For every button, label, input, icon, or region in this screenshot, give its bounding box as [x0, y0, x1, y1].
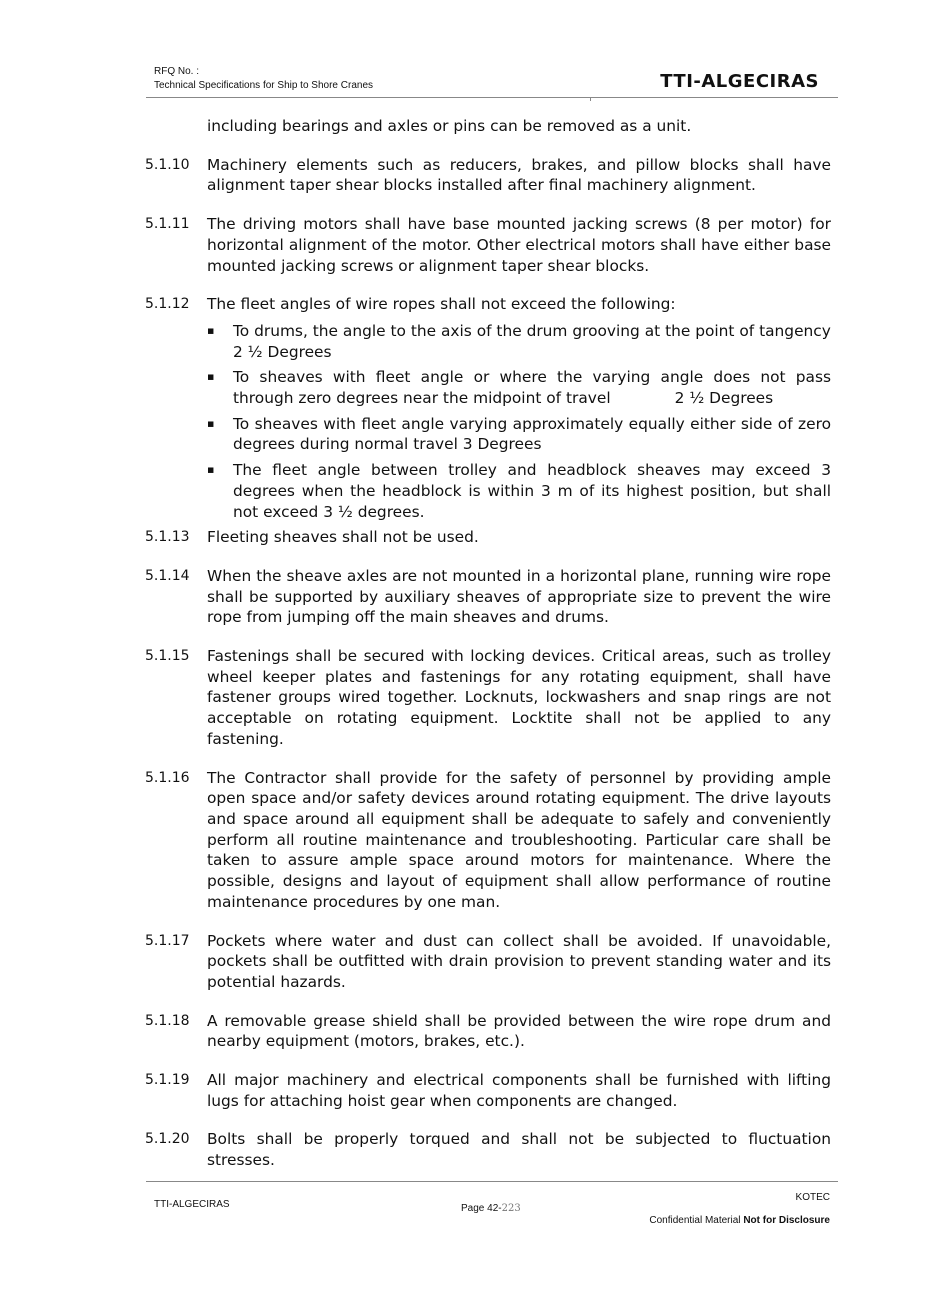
list-item: [207, 414, 831, 455]
bullet-icon: ▪: [207, 463, 215, 477]
clause-text: Pockets where water and dust can collect shall be avoided. If unavoidable, pockets shall be outfitted with drain provision to prevent standing water and its potential hazards.: [207, 931, 831, 991]
clause-text: Fastenings shall be secured with locking devices. Critical areas, such as trolley wheel keeper plates and fastenings for any rotating equipment, shall have fastener groups wired together. Locknuts, lockwashers and snap rings are not acceptable on rotating equipment. Locktite shall not be applied to any fastening.: [207, 647, 831, 748]
clause-text: The Contractor shall provide for the safety of personnel by providing ample open space and/or safety devices around rotating equipment. The drive layouts and space around all equipment shall be adequate to safely and conveniently perform all routine maintenance and troubleshooting. Particular care shall be taken to assure ample space around motors for maintenance. Where the possible, designs and layout of equipment shall allow performance of routine maintenance procedures by one man.: [207, 768, 831, 911]
project-title: TTI-ALGECIRAS: [660, 71, 819, 92]
bullet-icon: ▪: [207, 416, 215, 430]
clause-text: Bolts shall be properly torqued and shall not be subjected to fluctuation stresses.: [207, 1130, 831, 1170]
bullet-text: The fleet angle between trolley and headblock sheaves may exceed 3 degrees when the headblock is within 3 m of its highest position, but shall not exceed 3 ½ degrees.: [233, 461, 831, 521]
clause-text: The driving motors shall have base mounted jacking screws (8 per motor) for horizontal alignment of the motor. Other electrical motors shall have either base mounted jacking screws or alignment taper shear blocks.: [207, 215, 831, 275]
clause: [145, 527, 831, 548]
clause-number: 5.1.19: [145, 1072, 190, 1089]
clause-text: When the sheave axles are not mounted in a horizontal plane, running wire rope shall be supported by auxiliary sheaves of appropriate size to prevent the wire rope from jumping off the main sheaves and drums.: [207, 566, 831, 627]
footer-project: TTI-ALGECIRAS: [154, 1199, 230, 1210]
page-header: [154, 66, 831, 100]
header-divider: [146, 97, 838, 98]
confidentiality-notice: [649, 1215, 830, 1226]
clause: [145, 1070, 831, 1111]
page-number: [461, 1203, 521, 1214]
clause-text: Fleeting sheaves shall not be used.: [207, 528, 479, 547]
clause-number: 5.1.10: [145, 156, 190, 173]
bullet-icon: ▪: [207, 370, 215, 384]
clause-text: Machinery elements such as reducers, brakes, and pillow blocks shall have alignment taper shear blocks installed after final machinery alignment.: [207, 155, 831, 195]
clause: [145, 1011, 831, 1052]
rfq-label: RFQ No. :: [154, 66, 200, 77]
confidential-label: Confidential Material: [649, 1215, 741, 1226]
clause: [145, 155, 831, 196]
bullet-value: 2 ½ Degrees: [233, 342, 332, 361]
bullet-value: 2 ½ Degrees: [674, 389, 774, 408]
clause-number: 5.1.12: [145, 296, 190, 313]
clause: [145, 1129, 831, 1170]
clause-number: 5.1.17: [145, 932, 190, 949]
disclosure-label: Not for Disclosure: [743, 1215, 830, 1226]
document-subtitle: Technical Specifications for Ship to Shore Cranes: [154, 80, 374, 91]
clause-text: The fleet angles of wire ropes shall not exceed the following:: [207, 295, 676, 314]
clause: [145, 768, 831, 913]
page-total: 223: [501, 1203, 521, 1214]
page-prefix: Page 42-: [461, 1203, 502, 1214]
clause-number: 5.1.14: [145, 567, 190, 584]
list-item: [207, 321, 831, 362]
clause: [145, 646, 831, 750]
clause-number: 5.1.20: [145, 1131, 190, 1148]
bullet-value: 3 Degrees: [462, 435, 542, 454]
footer-company: KOTEC: [795, 1192, 830, 1203]
clause-number: 5.1.15: [145, 648, 190, 665]
clause-text: A removable grease shield shall be provided between the wire rope drum and nearby equipment (motors, brakes, etc.).: [207, 1011, 831, 1051]
list-item: [207, 460, 831, 522]
clause: [145, 566, 831, 628]
clause: [145, 931, 831, 993]
clause-number: 5.1.16: [145, 769, 190, 786]
bullet-text: To drums, the angle to the axis of the drum grooving at the point of tangency: [233, 321, 831, 340]
header-divider-tick: [590, 97, 591, 101]
clause-text: All major machinery and electrical components shall be furnished with lifting lugs for attaching hoist gear when components are changed.: [207, 1071, 831, 1110]
fleet-angle-list: [145, 321, 831, 522]
clause-number: 5.1.13: [145, 529, 190, 546]
clause: [145, 294, 831, 315]
clause: [145, 214, 831, 276]
continued-text: including bearings and axles or pins can be removed as a unit.: [207, 117, 692, 135]
document-body: [145, 116, 831, 1189]
list-item: [207, 367, 831, 408]
bullet-text: To sheaves with fleet angle or where the varying angle does not pass through zero degrees near the midpoint of travel: [233, 368, 831, 408]
clause-number: 5.1.11: [145, 216, 190, 233]
bullet-icon: ▪: [207, 323, 215, 337]
bullet-text: To sheaves with fleet angle varying approximately equally either side of zero degrees during normal travel: [233, 414, 831, 454]
footer-divider: [146, 1181, 838, 1182]
clause-number: 5.1.18: [145, 1012, 190, 1029]
